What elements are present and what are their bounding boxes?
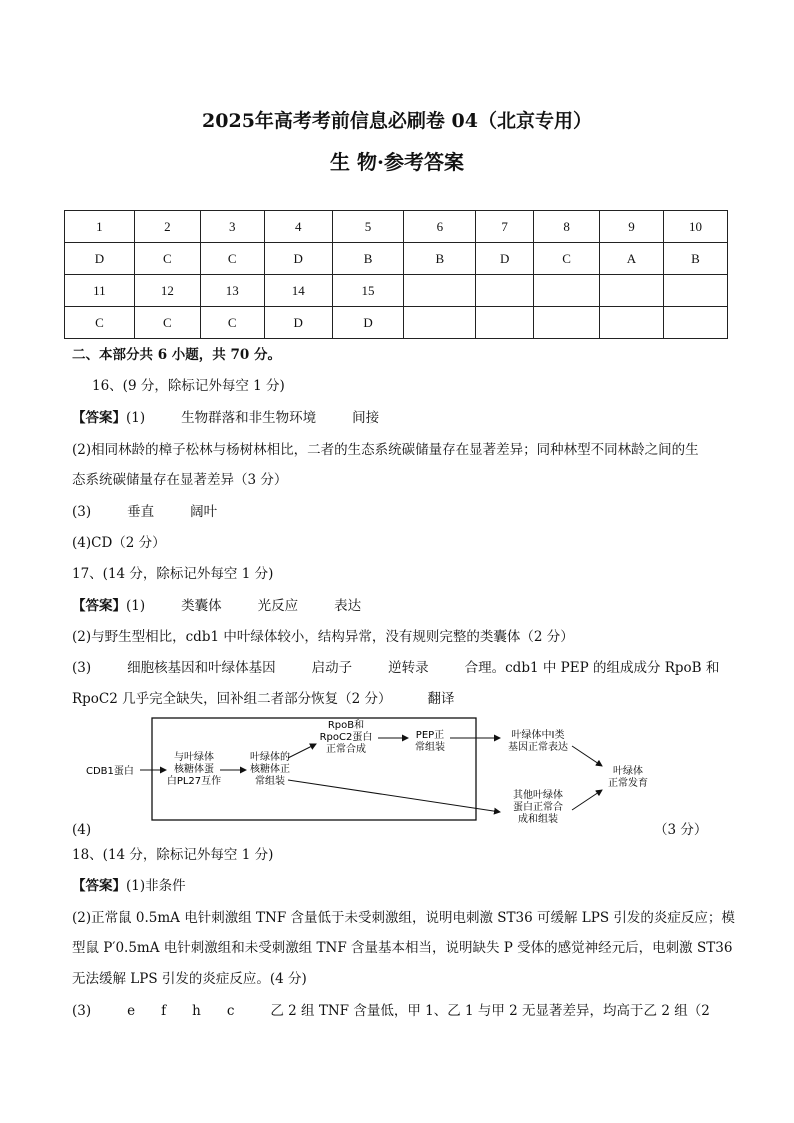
q17-answer-4-score: （3 分） <box>654 822 708 838</box>
svg-text:常组装: 常组装 <box>255 776 285 787</box>
q18-answer-1: 【答案】(1)非条件 <box>72 878 186 894</box>
svg-text:正常发育: 正常发育 <box>608 778 648 789</box>
svg-text:白PL27互作: 白PL27互作 <box>166 776 222 787</box>
answer-tag: 【答案】 <box>72 410 126 426</box>
answer-table-cell: 15 <box>332 275 404 307</box>
flow-diagram <box>80 714 660 824</box>
q18-answer-3: (3) e f h c 乙 2 组 TNF 含量低，甲 1、乙 1 与甲 2 无显著差异，均高于乙 2 组（2 <box>72 1003 710 1019</box>
node-cdb1: CDB1蛋白 <box>86 766 134 777</box>
node-other <box>513 788 563 824</box>
q16-answer-1: 【答案】(1) 生物群落和非生物环境 间接 <box>72 410 380 426</box>
answer-table-cell: B <box>663 243 727 275</box>
answer-tag: 【答案】 <box>72 598 126 614</box>
svg-text:核糖体正: 核糖体正 <box>250 764 290 775</box>
svg-text:叶绿体: 叶绿体 <box>613 766 643 777</box>
answer-table-cell: 6 <box>404 211 476 243</box>
answer-table-cell: 14 <box>264 275 332 307</box>
answer-table-cell: C <box>200 243 264 275</box>
q16-answer-2-line1: (2)相同林龄的樟子松林与杨树林相比，二者的生态系统碳储量存在显著差异；同种林型不同林龄之间的生 <box>72 442 699 458</box>
answer-table-cell: D <box>65 243 135 275</box>
svg-text:正常合成: 正常合成 <box>326 744 366 755</box>
q17-answer-2: (2)与野生型相比，cdb1 中叶绿体较小，结构异常，没有规则完整的类囊体（2 分） <box>72 629 574 645</box>
answer-table-cell: 10 <box>663 211 727 243</box>
answer-table-cell <box>600 275 664 307</box>
answer-table-cell: 7 <box>476 211 534 243</box>
answer-table-cell: C <box>65 307 135 339</box>
answer-table-cell: 3 <box>200 211 264 243</box>
answer-table-cell: 5 <box>332 211 404 243</box>
node-final <box>608 764 648 789</box>
answer-table-cell: 13 <box>200 275 264 307</box>
answer-table-cell <box>404 307 476 339</box>
answer-table-cell: B <box>404 243 476 275</box>
q18-answer-2-line2: 型鼠 P′0.5mA 电针刺激组和未受刺激组 TNF 含量基本相当，说明缺失 P 受体的感觉神经元后，电刺激 ST36 <box>72 940 733 956</box>
svg-text:基因正常表达: 基因正常表达 <box>508 742 568 753</box>
answer-table-row <box>65 243 728 275</box>
q17-answer-3-line1: (3) 细胞核基因和叶绿体基因 启动子 逆转录 合理。cdb1 中 PEP 的组成成分 RpoB 和 <box>72 660 720 676</box>
svg-text:RpoB和: RpoB和 <box>327 720 365 731</box>
answer-table-row <box>65 211 728 243</box>
q18-answer-2-line1: (2)正常鼠 0.5mA 电针刺激组 TNF 含量低于未受刺激组，说明电刺激 ST36 可缓解 LPS 引发的炎症反应；模 <box>72 910 735 926</box>
answer-table-cell: C <box>134 243 200 275</box>
answer-table-cell: D <box>264 307 332 339</box>
svg-text:常组装: 常组装 <box>415 742 445 753</box>
answer-table-cell: B <box>332 243 404 275</box>
q18-heading: 18、(14 分，除标记外每空 1 分) <box>72 847 274 863</box>
arrow-ribo-other <box>288 780 500 812</box>
answer-table-cell: C <box>134 307 200 339</box>
node-bind <box>167 750 221 787</box>
svg-text:叶绿体的: 叶绿体的 <box>250 752 290 763</box>
answer-table-cell <box>663 275 727 307</box>
svg-text:蛋白正常合: 蛋白正常合 <box>513 802 563 813</box>
page-subtitle: 生 物·参考答案 <box>330 150 464 174</box>
node-rpo <box>320 719 373 755</box>
arrow-class1-final <box>572 746 602 766</box>
q16-heading: 16、(9 分，除标记外每空 1 分) <box>92 378 285 394</box>
answer-table-cell: 11 <box>65 275 135 307</box>
arrow-ribo-rpo <box>288 744 316 758</box>
answer-table-cell <box>404 275 476 307</box>
svg-text:核糖体蛋: 核糖体蛋 <box>174 764 214 775</box>
answer-table-cell: 1 <box>65 211 135 243</box>
answer-table-cell <box>534 307 600 339</box>
svg-text:其他叶绿体: 其他叶绿体 <box>513 790 563 801</box>
answer-table-cell <box>663 307 727 339</box>
answer-table-cell: C <box>200 307 264 339</box>
answer-table-cell: 2 <box>134 211 200 243</box>
answer-table-cell <box>476 307 534 339</box>
answer-table-cell: D <box>264 243 332 275</box>
answer-table-cell: 8 <box>534 211 600 243</box>
answer-table-cell: 9 <box>600 211 664 243</box>
q16-answer-3: (3) 垂直 阔叶 <box>72 504 218 520</box>
svg-text:与叶绿体: 与叶绿体 <box>174 752 214 763</box>
node-ribo <box>250 750 290 787</box>
svg-text:PEP正: PEP正 <box>415 730 445 741</box>
q16-answer-4: (4)CD（2 分） <box>72 535 166 551</box>
answer-tag: 【答案】 <box>72 878 126 894</box>
node-class1 <box>508 728 568 753</box>
page-title: 2025年高考考前信息必刷卷 04（北京专用） <box>202 110 592 132</box>
answer-table-cell <box>476 275 534 307</box>
svg-text:叶绿体中I类: 叶绿体中I类 <box>511 730 565 741</box>
node-pep <box>415 729 445 753</box>
answer-table-cell <box>600 307 664 339</box>
answer-table-cell <box>534 275 600 307</box>
answer-table <box>64 210 728 339</box>
answer-table-cell: C <box>534 243 600 275</box>
answer-table-cell: 4 <box>264 211 332 243</box>
q18-answer-2-line3: 无法缓解 LPS 引发的炎症反应。(4 分) <box>72 971 307 987</box>
q17-answer-3-line2: RpoC2 几乎完全缺失，回补组二者部分恢复（2 分） 翻译 <box>72 691 455 707</box>
svg-text:RpoC2蛋白: RpoC2蛋白 <box>319 732 373 743</box>
q17-answer-1: 【答案】(1) 类囊体 光反应 表达 <box>72 598 362 614</box>
answer-table-cell: A <box>600 243 664 275</box>
q17-answer-4-num: (4) <box>72 822 92 838</box>
q16-answer-2-line2: 态系统碳储量存在显著差异（3 分） <box>72 472 288 488</box>
answer-table-row <box>65 307 728 339</box>
answer-table-row <box>65 275 728 307</box>
answer-table-cell: 12 <box>134 275 200 307</box>
svg-text:成和组装: 成和组装 <box>518 814 558 824</box>
answer-table-cell: D <box>476 243 534 275</box>
section-heading: 二、本部分共 6 小题，共 70 分。 <box>72 347 281 363</box>
arrow-other-final <box>572 790 602 810</box>
answer-table-cell: D <box>332 307 404 339</box>
q17-heading: 17、(14 分，除标记外每空 1 分) <box>72 566 274 582</box>
